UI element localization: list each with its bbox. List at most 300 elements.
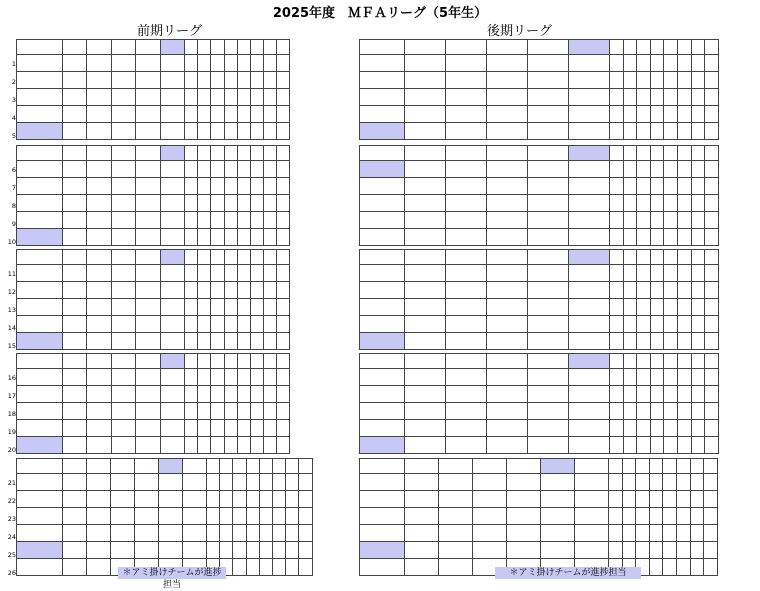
stat-cell [259, 559, 272, 576]
match-result-cell [160, 161, 184, 178]
stat-cell [650, 420, 664, 437]
stat-cell [650, 178, 664, 195]
table-row [17, 229, 290, 246]
header-row [17, 250, 290, 265]
block-name [360, 146, 405, 161]
self-match-cell [487, 89, 528, 106]
stat-cell [237, 106, 250, 123]
stat-cell [272, 491, 285, 508]
rank-cell [705, 369, 719, 386]
stat-cell [207, 525, 220, 542]
match-result-cell [569, 106, 610, 123]
team-name [360, 282, 405, 299]
column-team-header [87, 250, 111, 265]
stat-cell [649, 542, 663, 559]
match-result-cell [63, 316, 87, 333]
stat-cell [211, 299, 224, 316]
column-team-header [569, 40, 610, 55]
match-result-cell [87, 316, 111, 333]
match-result-cell [160, 72, 184, 89]
match-result-cell [569, 386, 610, 403]
stat-cell [259, 508, 272, 525]
team-name [17, 229, 63, 246]
stat-header [259, 459, 272, 474]
column-team-header [487, 250, 528, 265]
stat-cell [609, 491, 623, 508]
match-result-cell [63, 508, 87, 525]
column-team-header [160, 354, 184, 369]
stat-header [637, 146, 651, 161]
match-result-cell [111, 123, 135, 140]
team-name [360, 316, 405, 333]
stat-header [664, 354, 678, 369]
stat-cell [198, 316, 211, 333]
stat-header [650, 250, 664, 265]
stat-cell [259, 542, 272, 559]
match-result-cell [159, 491, 183, 508]
stat-cell [637, 89, 651, 106]
stat-cell [623, 386, 637, 403]
stat-cell [237, 195, 250, 212]
rank-cell [299, 508, 312, 525]
self-match-cell [63, 55, 87, 72]
match-result-cell [63, 72, 87, 89]
match-result-cell [87, 542, 111, 559]
stat-cell [691, 89, 705, 106]
match-result-cell [569, 420, 610, 437]
stat-cell [650, 161, 664, 178]
stat-cell [224, 195, 237, 212]
rank-cell [705, 437, 719, 454]
match-result-cell [160, 299, 184, 316]
stat-cell [184, 265, 197, 282]
rank-cell [277, 212, 290, 229]
table-row [17, 369, 290, 386]
second-block-4 [359, 353, 719, 454]
match-result-cell [136, 437, 160, 454]
column-team-header [446, 40, 487, 55]
stat-cell [637, 229, 651, 246]
team-name [17, 106, 63, 123]
stat-cell [237, 282, 250, 299]
match-result-cell [136, 195, 160, 212]
table-row [17, 123, 290, 140]
stat-header [237, 40, 250, 55]
match-result-cell [160, 55, 184, 72]
stat-header [610, 354, 624, 369]
stat-cell [691, 299, 705, 316]
stat-cell [237, 333, 250, 350]
stat-cell [610, 403, 624, 420]
stat-cell [246, 491, 259, 508]
rank-cell [277, 106, 290, 123]
self-match-cell [87, 178, 111, 195]
match-result-cell [487, 212, 528, 229]
stat-cell [637, 212, 651, 229]
stat-cell [224, 265, 237, 282]
team-name [360, 161, 405, 178]
match-result-cell [63, 299, 87, 316]
match-result-cell [405, 333, 446, 350]
stat-cell [264, 106, 277, 123]
self-match-cell [63, 369, 87, 386]
stat-cell [211, 229, 224, 246]
stat-cell [250, 212, 263, 229]
stat-cell [211, 333, 224, 350]
table-row [360, 123, 719, 140]
stat-cell [224, 282, 237, 299]
stat-cell [250, 72, 263, 89]
stat-cell [184, 369, 197, 386]
stat-cell [677, 123, 691, 140]
match-result-cell [111, 212, 135, 229]
match-result-cell [446, 161, 487, 178]
row-number: 10 [7, 238, 16, 246]
match-result-cell [135, 508, 159, 525]
second-block-5 [359, 458, 718, 576]
block-name [360, 40, 405, 55]
stat-cell [691, 178, 705, 195]
stat-cell [677, 437, 691, 454]
self-match-cell [87, 386, 111, 403]
match-result-cell [136, 369, 160, 386]
match-result-cell [87, 369, 111, 386]
match-result-cell [569, 89, 610, 106]
match-result-cell [87, 265, 111, 282]
stat-cell [610, 265, 624, 282]
column-team-header [446, 250, 487, 265]
stat-cell [211, 178, 224, 195]
stat-cell [637, 282, 651, 299]
self-match-cell [135, 525, 159, 542]
stat-header [677, 40, 691, 55]
match-result-cell [487, 316, 528, 333]
match-result-cell [439, 474, 473, 491]
team-name [17, 72, 63, 89]
stat-cell [649, 474, 663, 491]
stat-cell [250, 403, 263, 420]
stat-cell [637, 55, 651, 72]
match-result-cell [405, 123, 446, 140]
header-row [360, 146, 719, 161]
row-number: 9 [11, 220, 16, 228]
stat-cell [690, 508, 704, 525]
match-result-cell [87, 508, 111, 525]
stat-cell [224, 55, 237, 72]
stat-cell [237, 265, 250, 282]
match-result-cell [159, 508, 183, 525]
column-team-header [87, 459, 111, 474]
stat-cell [272, 559, 285, 576]
stat-header [623, 354, 637, 369]
stat-cell [623, 333, 637, 350]
column-team-header [87, 40, 111, 55]
column-team-header [541, 459, 575, 474]
stat-cell [224, 178, 237, 195]
stat-cell [677, 161, 691, 178]
stat-cell [198, 229, 211, 246]
stat-cell [623, 265, 637, 282]
match-result-cell [111, 474, 135, 491]
second-block-table [359, 353, 719, 454]
rank-cell [277, 282, 290, 299]
stat-cell [264, 72, 277, 89]
stat-cell [690, 525, 704, 542]
stat-cell [272, 474, 285, 491]
stat-cell [211, 316, 224, 333]
match-result-cell [87, 403, 111, 420]
first-block-table [16, 353, 290, 454]
team-name [360, 212, 405, 229]
column-team-header [405, 354, 446, 369]
stat-cell [623, 178, 637, 195]
table-row [360, 89, 719, 106]
match-result-cell [159, 525, 183, 542]
stat-cell [664, 265, 678, 282]
stat-cell [636, 542, 650, 559]
stat-cell [676, 559, 690, 576]
stat-cell [623, 106, 637, 123]
match-result-cell [487, 386, 528, 403]
stat-cell [237, 369, 250, 386]
column-team-header [569, 250, 610, 265]
stat-cell [650, 106, 664, 123]
match-result-cell [528, 437, 569, 454]
rank-cell [704, 525, 718, 542]
stat-cell [211, 106, 224, 123]
stat-cell [637, 195, 651, 212]
row-number: 16 [7, 374, 16, 382]
stat-cell [609, 508, 623, 525]
stat-cell [610, 72, 624, 89]
stat-header [636, 459, 650, 474]
match-result-cell [528, 299, 569, 316]
self-match-cell [569, 437, 610, 454]
self-match-cell [136, 420, 160, 437]
column-team-header [111, 146, 135, 161]
table-row [17, 491, 313, 508]
stat-header [277, 354, 290, 369]
stat-header [664, 40, 678, 55]
stat-header [184, 354, 197, 369]
stat-header [246, 459, 259, 474]
stat-cell [198, 369, 211, 386]
stat-cell [637, 369, 651, 386]
stat-cell [184, 195, 197, 212]
rank-cell [277, 229, 290, 246]
team-name [17, 508, 63, 525]
match-result-cell [405, 229, 446, 246]
stat-cell [623, 55, 637, 72]
column-team-header [160, 40, 184, 55]
column-team-header [136, 354, 160, 369]
match-result-cell [528, 229, 569, 246]
match-result-cell [405, 420, 446, 437]
match-result-cell [446, 89, 487, 106]
stat-cell [677, 299, 691, 316]
self-match-cell [569, 123, 610, 140]
stat-cell [663, 491, 677, 508]
stat-cell [691, 420, 705, 437]
table-row [17, 508, 313, 525]
team-name [17, 282, 63, 299]
match-result-cell [507, 474, 541, 491]
rank-cell [277, 333, 290, 350]
rank-cell [277, 386, 290, 403]
team-name [360, 229, 405, 246]
stat-cell [237, 55, 250, 72]
team-name [17, 265, 63, 282]
stat-cell [184, 299, 197, 316]
stat-cell [610, 106, 624, 123]
stat-cell [198, 89, 211, 106]
stat-cell [676, 508, 690, 525]
table-row [360, 282, 719, 299]
match-result-cell [63, 386, 87, 403]
match-result-cell [446, 229, 487, 246]
header-row [17, 354, 290, 369]
match-result-cell [160, 89, 184, 106]
rank-cell [277, 178, 290, 195]
stat-cell [623, 369, 637, 386]
stat-cell [691, 55, 705, 72]
table-row [360, 178, 719, 195]
match-result-cell [446, 265, 487, 282]
stat-cell [224, 72, 237, 89]
stat-cell [220, 491, 233, 508]
column-team-header [160, 250, 184, 265]
stat-cell [184, 123, 197, 140]
match-result-cell [87, 55, 111, 72]
stat-cell [264, 55, 277, 72]
table-row [360, 386, 719, 403]
rank-cell [705, 420, 719, 437]
match-result-cell [87, 212, 111, 229]
team-name [17, 559, 63, 576]
row-number: 8 [11, 202, 16, 210]
stat-cell [250, 282, 263, 299]
self-match-cell [446, 72, 487, 89]
stat-cell [610, 89, 624, 106]
stat-cell [286, 474, 299, 491]
stat-header [277, 146, 290, 161]
stat-cell [184, 212, 197, 229]
block-name [17, 40, 63, 55]
row-number: 5 [11, 132, 16, 140]
table-row [17, 212, 290, 229]
column-team-header [111, 354, 135, 369]
stat-cell [184, 437, 197, 454]
stat-cell [198, 333, 211, 350]
stat-cell [264, 420, 277, 437]
self-match-cell [541, 542, 575, 559]
stat-header [250, 354, 263, 369]
team-name [360, 106, 405, 123]
column-team-header [111, 459, 135, 474]
stat-cell [623, 89, 637, 106]
match-result-cell [160, 265, 184, 282]
match-result-cell [63, 106, 87, 123]
match-result-cell [405, 386, 446, 403]
stat-cell [676, 542, 690, 559]
team-name [17, 420, 63, 437]
match-result-cell [487, 265, 528, 282]
self-match-cell [528, 420, 569, 437]
match-result-cell [541, 525, 575, 542]
row-number: 11 [7, 270, 16, 278]
rank-cell [705, 178, 719, 195]
stat-cell [664, 123, 678, 140]
match-result-cell [111, 178, 135, 195]
match-result-cell [111, 437, 135, 454]
stat-cell [184, 161, 197, 178]
stat-cell [610, 282, 624, 299]
match-result-cell [87, 123, 111, 140]
table-row [17, 299, 290, 316]
match-result-cell [136, 123, 160, 140]
match-result-cell [528, 72, 569, 89]
self-match-cell [136, 316, 160, 333]
first-block-table [16, 145, 290, 246]
match-result-cell [575, 474, 609, 491]
match-result-cell [446, 299, 487, 316]
match-result-cell [439, 508, 473, 525]
stat-cell [250, 123, 263, 140]
stat-header [623, 40, 637, 55]
table-row [360, 491, 718, 508]
match-result-cell [405, 542, 439, 559]
match-result-cell [569, 282, 610, 299]
stat-cell [622, 474, 636, 491]
match-result-cell [160, 212, 184, 229]
stat-cell [663, 525, 677, 542]
stat-cell [264, 123, 277, 140]
stat-cell [650, 369, 664, 386]
row-number: 24 [7, 533, 16, 541]
stat-cell [211, 89, 224, 106]
rank-cell [277, 123, 290, 140]
rank-cell [705, 212, 719, 229]
rank-cell [704, 559, 718, 576]
column-team-header [473, 459, 507, 474]
match-result-cell [136, 386, 160, 403]
match-result-cell [541, 474, 575, 491]
stat-cell [237, 316, 250, 333]
stat-cell [677, 282, 691, 299]
stat-cell [250, 333, 263, 350]
table-row [17, 386, 290, 403]
stat-cell [650, 333, 664, 350]
stat-cell [691, 265, 705, 282]
stat-cell [650, 72, 664, 89]
match-result-cell [541, 491, 575, 508]
match-result-cell [528, 161, 569, 178]
match-result-cell [160, 282, 184, 299]
stat-header [609, 459, 623, 474]
stat-cell [623, 123, 637, 140]
rank-cell [704, 542, 718, 559]
row-number: 13 [7, 306, 16, 314]
stat-cell [207, 491, 220, 508]
stat-header [610, 146, 624, 161]
match-result-cell [136, 72, 160, 89]
match-result-cell [528, 282, 569, 299]
stat-cell [636, 525, 650, 542]
table-row [360, 542, 718, 559]
stat-cell [264, 333, 277, 350]
self-match-cell [111, 508, 135, 525]
stat-cell [677, 265, 691, 282]
